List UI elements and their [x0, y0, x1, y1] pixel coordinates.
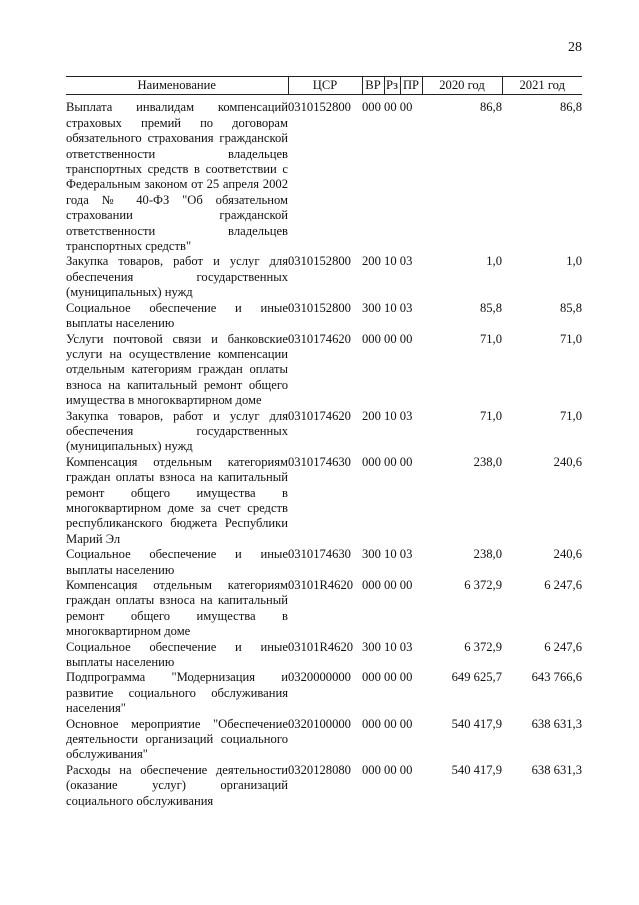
- header-csr: ЦСР: [288, 77, 362, 95]
- cell-csr: 0310152800: [288, 300, 351, 315]
- cell-2021: 643 766,6: [531, 670, 582, 685]
- page-number: 28: [568, 40, 582, 55]
- cell-codes: [362, 332, 422, 409]
- table-row: [66, 547, 582, 578]
- cell-2021: 240,6: [553, 454, 582, 469]
- cell-name: Закупка товаров, работ и услуг для обеспечения государственных (муниципальных) нужд: [66, 408, 288, 454]
- table-row: [66, 332, 582, 409]
- cell-rz: 00: [384, 670, 397, 685]
- cell-2020: 238,0: [473, 454, 502, 469]
- cell-csr: 0310174620: [288, 408, 351, 423]
- cell-csr: 0320000000: [288, 670, 351, 685]
- cell-rz: 10: [384, 547, 397, 562]
- cell-name: Расходы на обеспечение деятельности (оказание услуг) организаций социального обслуживания: [66, 762, 288, 808]
- table-row: [66, 640, 582, 671]
- header-rz: Рз: [384, 77, 400, 95]
- cell-rz: 00: [384, 716, 397, 731]
- cell-csr: 0310152800: [288, 254, 351, 269]
- cell-2020: 540 417,9: [451, 762, 502, 777]
- cell-2021: 6 247,6: [544, 578, 582, 592]
- table-row: [66, 670, 582, 716]
- cell-name: Социальное обеспечение и иные выплаты населению: [66, 639, 288, 670]
- cell-vr: 000: [362, 716, 381, 731]
- cell-codes: [362, 254, 422, 300]
- cell-vr: 300: [362, 300, 381, 315]
- cell-codes: [362, 640, 422, 671]
- cell-2020: 238,0: [473, 547, 502, 562]
- cell-pr: 00: [399, 331, 413, 346]
- cell-codes: [362, 301, 422, 332]
- cell-name: Закупка товаров, работ и услуг для обеспечения государственных (муниципальных) нужд: [66, 254, 288, 300]
- cell-csr: 0310174630: [288, 547, 351, 562]
- table-row: [66, 301, 582, 332]
- cell-codes: [362, 547, 422, 578]
- table-row: [66, 95, 582, 255]
- cell-pr: 03: [399, 547, 413, 562]
- cell-2021: 71,0: [559, 331, 582, 346]
- cell-2020: 6 372,9: [464, 639, 502, 654]
- cell-vr: 000: [362, 762, 381, 777]
- header-2021: 2021 год: [502, 77, 582, 95]
- cell-vr: 200: [362, 254, 381, 269]
- cell-csr: 03101R4620: [288, 578, 354, 592]
- cell-2020: 1,0: [486, 254, 502, 269]
- cell-csr: 0310152800: [288, 100, 351, 115]
- cell-rz: 00: [384, 578, 397, 592]
- cell-csr: 0310174620: [288, 331, 351, 346]
- cell-2020: 85,8: [479, 300, 502, 315]
- cell-2021: 1,0: [566, 254, 582, 269]
- cell-name: Услуги почтовой связи и банковские услуги на осуществление компенсации отдельным категориям граждан оплаты взноса на капитальный ремонт общего имущества в многоквартирном доме: [66, 331, 288, 408]
- cell-pr: 00: [399, 716, 413, 731]
- cell-rz: 10: [384, 300, 397, 315]
- cell-csr: 0320100000: [288, 716, 351, 731]
- cell-name: Компенсация отдельным категориям граждан оплаты взноса на капитальный ремонт общего имущества в многоквартирном доме за счет средств республиканского бюджета Республики Марий Эл: [66, 454, 288, 546]
- cell-2020: 649 625,7: [451, 670, 502, 685]
- table-row: [66, 254, 582, 300]
- cell-codes: [362, 670, 422, 716]
- cell-2020: 540 417,9: [451, 716, 502, 731]
- cell-pr: 03: [399, 408, 413, 423]
- cell-rz: 00: [384, 331, 397, 346]
- cell-name: Основное мероприятие "Обеспечение деятельности организаций социального обслуживания": [66, 716, 288, 762]
- cell-vr: 000: [362, 331, 381, 346]
- header-name: Наименование: [66, 77, 288, 95]
- cell-csr: 0310174630: [288, 454, 351, 469]
- header-2020: 2020 год: [422, 77, 502, 95]
- cell-2021: 638 631,3: [531, 716, 582, 731]
- table-row: [66, 578, 582, 640]
- table-body: [66, 95, 582, 809]
- cell-2020: 71,0: [479, 331, 502, 346]
- cell-pr: 00: [399, 670, 413, 685]
- cell-vr: 300: [362, 639, 381, 654]
- header-pr: ПР: [400, 77, 422, 95]
- cell-pr: 00: [399, 454, 413, 469]
- table-row: [66, 455, 582, 547]
- cell-codes: [362, 717, 422, 763]
- cell-codes: [362, 455, 422, 547]
- cell-pr: 03: [399, 254, 413, 269]
- cell-2020: 6 372,9: [464, 578, 502, 592]
- cell-pr: 00: [399, 762, 413, 777]
- cell-name: Подпрограмма "Модернизация и развитие социального обслуживания населения": [66, 670, 288, 716]
- cell-rz: 00: [384, 100, 397, 115]
- cell-codes: [362, 95, 422, 255]
- cell-vr: 000: [362, 578, 381, 592]
- cell-pr: 00: [399, 578, 413, 592]
- cell-rz: 00: [384, 762, 397, 777]
- table-row: [66, 717, 582, 763]
- cell-name: Социальное обеспечение и иные выплаты населению: [66, 300, 288, 331]
- cell-pr: 00: [399, 100, 413, 115]
- cell-2020: 71,0: [479, 408, 502, 423]
- cell-codes: [362, 578, 422, 640]
- cell-2020: 86,8: [479, 100, 502, 115]
- cell-codes: [362, 763, 422, 809]
- cell-csr: 0320128080: [288, 762, 351, 777]
- cell-rz: 10: [384, 408, 397, 423]
- table-row: [66, 763, 582, 809]
- cell-codes: [362, 409, 422, 455]
- cell-2021: 85,8: [559, 300, 582, 315]
- cell-rz: 10: [384, 254, 397, 269]
- cell-2021: 71,0: [559, 408, 582, 423]
- table-row: [66, 409, 582, 455]
- cell-2021: 240,6: [553, 547, 582, 562]
- cell-2021: 6 247,6: [544, 639, 582, 654]
- cell-pr: 03: [399, 300, 413, 315]
- cell-2021: 86,8: [559, 100, 582, 115]
- cell-pr: 03: [399, 639, 413, 654]
- cell-name: Выплата инвалидам компенсаций страховых премий по договорам обязательного страхования гражданской ответственности владельцев транспортных средств в соответствии с Федеральным законом от 25 апреля 2002 года № 40-ФЗ "Об обязательном страховании гражданской ответственности владельцев транспортных средств": [66, 100, 288, 254]
- cell-vr: 200: [362, 408, 381, 423]
- cell-name: Компенсация отдельным категориям граждан оплаты взноса на капитальный ремонт общего имущества в многоквартирном доме: [66, 578, 288, 639]
- budget-table: [66, 76, 582, 809]
- cell-rz: 00: [384, 454, 397, 469]
- cell-name: Социальное обеспечение и иные выплаты населению: [66, 547, 288, 577]
- cell-vr: 000: [362, 670, 381, 685]
- cell-rz: 10: [384, 639, 397, 654]
- table-header-row: [66, 77, 582, 95]
- cell-vr: 000: [362, 454, 381, 469]
- cell-2021: 638 631,3: [531, 762, 582, 777]
- cell-vr: 000: [362, 100, 381, 115]
- header-vr: ВР: [362, 77, 384, 95]
- cell-csr: 03101R4620: [288, 639, 354, 654]
- cell-vr: 300: [362, 547, 381, 562]
